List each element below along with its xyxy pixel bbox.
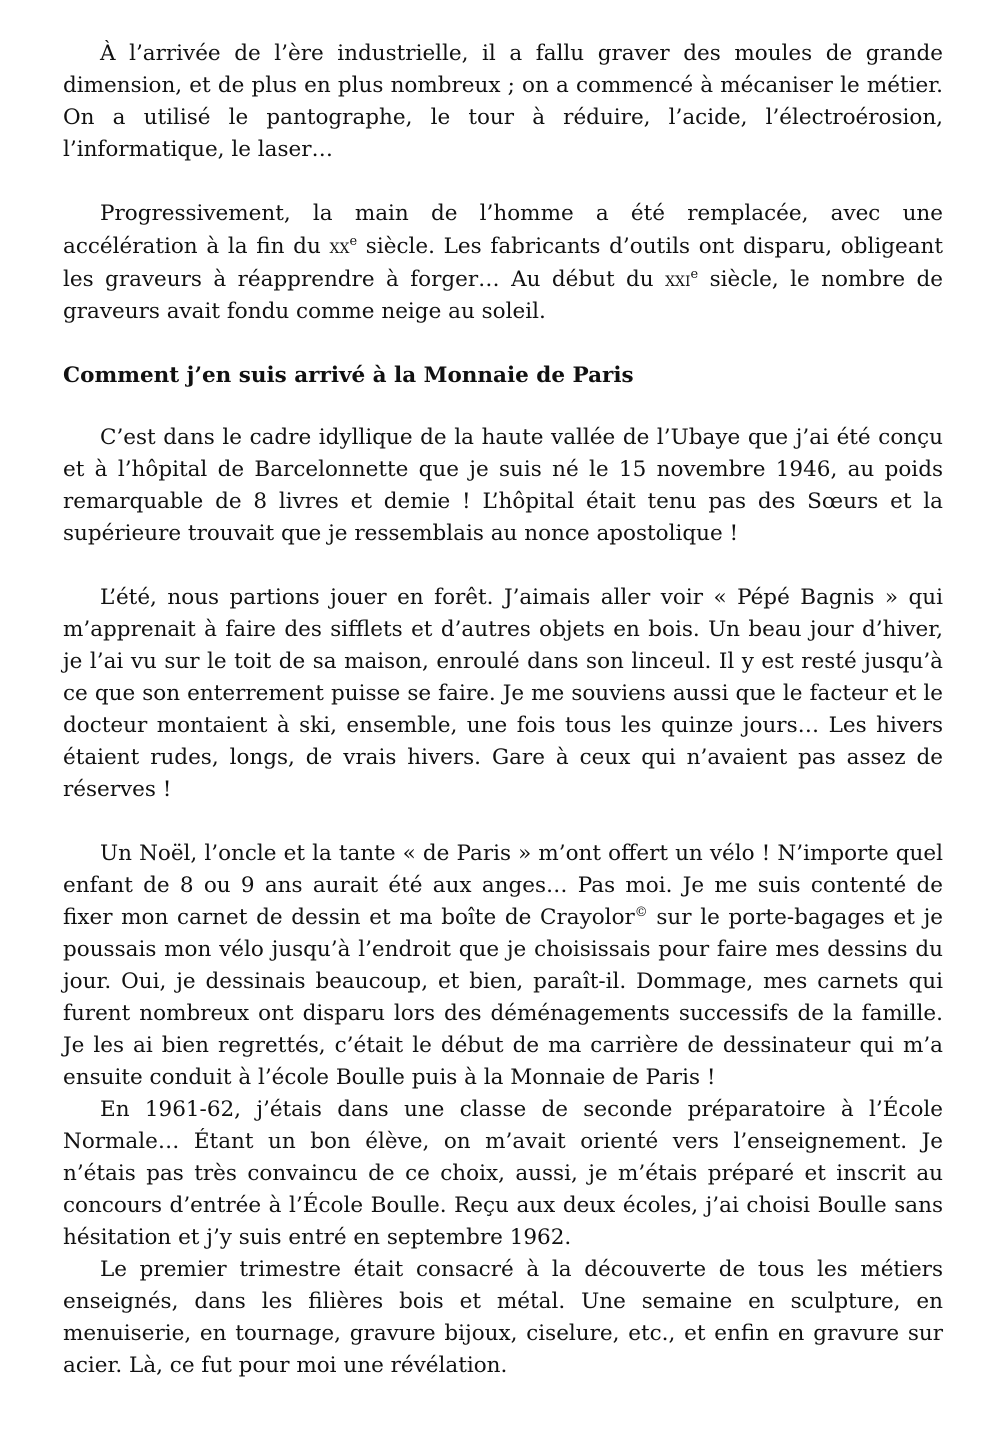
text-segment: sur le porte-bagages et je poussais mon vélo jusqu’à l’endroit que je choisissais pour faire mes dessins du jour. Oui, je dessinais beaucoup, et bien, paraît-il. Dommage, mes carnets qui furent nombreux ont disparu lors des déménagements successifs de la famille. Je les ai bien regrettés, c’était le début de ma carrière de dessinateur qui m’a ensuite conduit à l’école Boulle puis à la Monnaie de Paris ! <box>63 905 943 1090</box>
paragraph-industrial-era: À l’arrivée de l’ère industrielle, il a fallu graver des moules de grande dimension, et de plus en plus nombreux ; on a commencé à mécaniser le métier. On a utilisé le pantographe, le tour à réduire, l’acide, l’électroérosion, l’informatique, le laser… <box>63 41 943 162</box>
paragraph-birth: C’est dans le cadre idyllique de la haute vallée de l’Ubaye que j’ai été conçu et à l’hôpital de Barcelonnette que je suis né le 15 novembre 1946, au poids remarquable de 8 livres et demie ! L’hôpital était tenu pas des Sœurs et la supérieure trouvait que je ressemblais au nonce apostolique ! <box>63 425 943 546</box>
century-numeral: xxi <box>665 267 691 291</box>
paragraph-progressively <box>63 198 943 328</box>
superscript: e <box>690 266 699 282</box>
paragraph-summer: L’été, nous partions jouer en forêt. J’aimais aller voir « Pépé Bagnis » qui m’apprenait à faire des sifflets et d’autres objets en bois. Un beau jour d’hiver, je l’ai vu sur le toit de sa maison, enroulé dans son linceul. Il y est resté jusqu’à ce que son enterrement puisse se faire. Je me souviens aussi que le facteur et le docteur montaient à ski, ensemble, une fois tous les quinze jours… Les hivers étaient rudes, longs, de vrais hivers. Gare à ceux qui n’avaient pas assez de réserves ! <box>63 585 943 802</box>
copyright-mark: © <box>634 904 648 920</box>
document-page <box>63 38 943 1382</box>
text-segment: Progressivement, la main de l’homme a été remplacée, avec une accélération à la fin du <box>63 201 943 259</box>
section-heading: Comment j’en suis arrivé à la Monnaie de Paris <box>63 363 634 388</box>
paragraph-christmas <box>63 838 943 1094</box>
paragraph-first-trimester: Le premier trimestre était consacré à la découverte de tous les métiers enseignés, dans les filières bois et métal. Une semaine en sculpture, en menuiserie, en tournage, gravure bijoux, ciselure, etc., et enfin en gravure sur acier. Là, ce fut pour moi une révélation. <box>63 1257 943 1378</box>
text-segment: Un Noël, l’oncle et la tante « de Paris » m’ont offert un vélo ! N’importe quel enfant de 8 ou 9 ans aurait été aux anges… Pas moi. Je me suis contenté de fixer mon carnet de dessin et ma boîte de Crayolor <box>63 841 943 930</box>
superscript: e <box>349 233 358 249</box>
century-numeral: xx <box>329 234 350 258</box>
text-segment: siècle, le nombre de graveurs avait fondu comme neige au soleil. <box>63 267 943 324</box>
text-segment: siècle. Les fabricants d’outils ont disparu, obligeant les graveurs à réapprendre à forger… Au début du <box>63 234 944 292</box>
paragraph-school-1961: En 1961-62, j’étais dans une classe de seconde préparatoire à l’École Normale… Étant un bon élève, on m’avait orienté vers l’enseignement. Je n’étais pas très convaincu de ce choix, aussi, je m’étais préparé et inscrit au concours d’entrée à l’École Boulle. Reçu aux deux écoles, j’ai choisi Boulle sans hésitation et j’y suis entré en septembre 1962. <box>63 1097 943 1250</box>
